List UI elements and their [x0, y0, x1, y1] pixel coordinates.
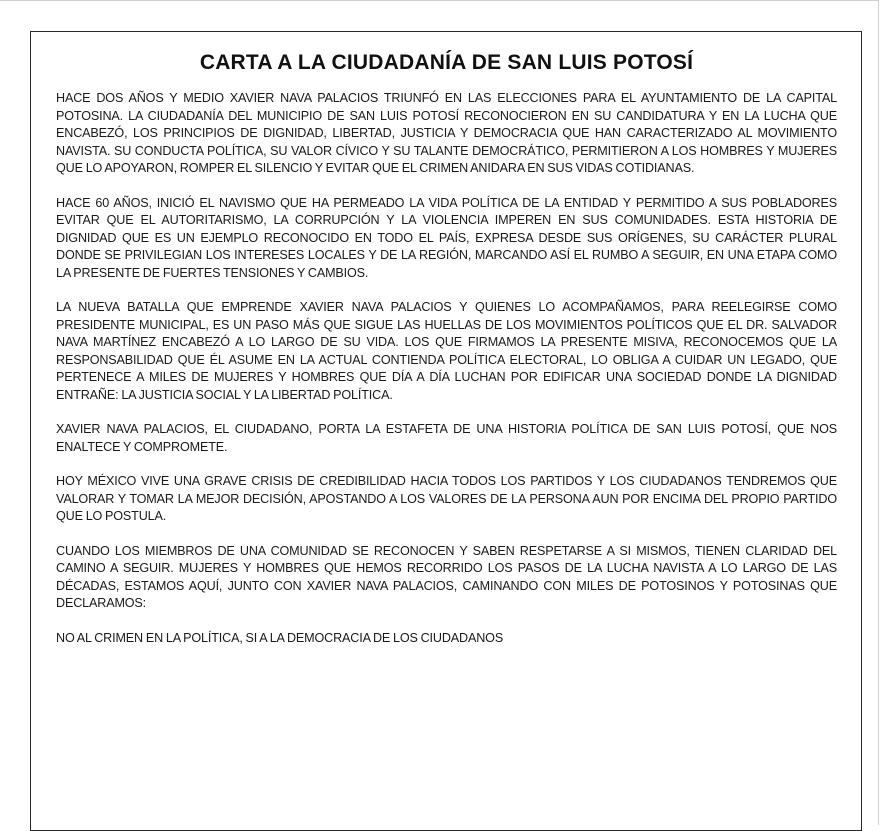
letter-box [30, 31, 862, 831]
letter-closing-line: NO AL CRIMEN EN LA POLÍTICA, SI A LA DEMOCRACIA DE LOS CIUDADANOS [56, 630, 504, 645]
letter-paragraph-2: HACE 60 AÑOS, INICIÓ EL NAVISMO QUE HA PERMEADO LA VIDA POLÍTICA DE LA ENTIDAD Y PERMITIDO A SUS POBLADORES EVITAR QUE EL AUTORITARISMO, LA CORRUPCIÓN Y LA VIOLENCIA IMPEREN EN SUS COMUNIDADES. ESTA HISTORIA DE DIGNIDAD QUE ES UN EJEMPLO RECONOCIDO EN TODO EL PAÍS, EXPRESA DESDE SUS ORÍGENES, SU CARÁCTER PLURAL DONDE SE PRIVILEGIAN LOS INTERESES LOCALES Y DE LA REGIÓN, MARCANDO ASÍ EL RUMBO A SEGUIR, EN UNA ETAPA COMO LA PRESENTE DE FUERTES TENSIONES Y CAMBIOS. [56, 195, 837, 280]
letter-paragraph-3: LA NUEVA BATALLA QUE EMPRENDE XAVIER NAVA PALACIOS Y QUIENES LO ACOMPAÑAMOS, PARA REELEGIRSE COMO PRESIDENTE MUNICIPAL, ES UN PASO MÁS QUE SIGUE LAS HUELLAS DE LOS MOVIMIENTOS POLÍTICOS QUE EL DR. SALVADOR NAVA MARTÍNEZ ENCABEZÓ A LO LARGO DE SU VIDA. LOS QUE FIRMAMOS LA PRESENTE MISIVA, RECONOCEMOS QUE LA RESPONSABILIDAD QUE ÉL ASUME EN LA ACTUAL CONTIENDA POLÍTICA ELECTORAL, LO OBLIGA A CUIDAR UN LEGADO, QUE PERTENECE A MILES DE MUJERES Y HOMBRES QUE DÍA A DÍA LUCHAN POR EDIFICAR UNA SOCIEDAD DONDE LA DIGNIDAD ENTRAÑE: LA JUSTICIA SOCIAL Y LA LIBERTAD POLÍTICA. [56, 300, 837, 402]
letter-paragraph-6: CUANDO LOS MIEMBROS DE UNA COMUNIDAD SE RECONOCEN Y SABEN RESPETARSE A SI MISMOS, TIENEN CLARIDAD DEL CAMINO A SEGUIR. MUJERES Y HOMBRES QUE HEMOS RECORRIDO LOS PASOS DE LA LUCHA NAVISTA A LO LARGO DE LAS DÉCADAS, ESTAMOS AQUÍ, JUNTO CON XAVIER NAVA PALACIOS, CAMINANDO CON MILES DE POTOSINOS Y POTOSINAS QUE DECLARAMOS: [56, 543, 837, 610]
letter-paragraph-4: XAVIER NAVA PALACIOS, EL CIUDADANO, PORTA LA ESTAFETA DE UNA HISTORIA POLÍTICA DE SAN LUIS POTOSÍ, QUE NOS ENALTECE Y COMPROMETE. [56, 422, 837, 454]
letter-paragraph-1: HACE DOS AÑOS Y MEDIO XAVIER NAVA PALACIOS TRIUNFÓ EN LAS ELECCIONES PARA EL AYUNTAMIENTO DE LA CAPITAL POTOSINA. LA CIUDADANÍA DEL MUNICIPIO DE SAN LUIS POTOSÍ RECONOCIERON EN SU CANDIDATURA Y EN LA LUCHA QUE ENCABEZÓ, LOS PRINCIPIOS DE DIGNIDAD, LIBERTAD, JUSTICIA Y DEMOCRACIA QUE HAN CARACTERIZADO AL MOVIMIENTO NAVISTA. SU CONDUCTA POLÍTICA, SU VALOR CÍVICO Y SU TALANTE DEMOCRÁTICO, PERMITIERON A LOS HOMBRES Y MUJERES QUE LO APOYARON, ROMPER EL SILENCIO Y EVITAR QUE EL CRIMEN ANIDARA EN SUS VIDAS COTIDIANAS. [56, 91, 837, 175]
letter-title: CARTA A LA CIUDADANÍA DE SAN LUIS POTOSÍ [199, 51, 694, 74]
page-top-rule [0, 0, 878, 1]
letter-paragraph-5: HOY MÉXICO VIVE UNA GRAVE CRISIS DE CREDIBILIDAD HACIA TODOS LOS PARTIDOS Y LOS CIUDADANOS TENDREMOS QUE VALORAR Y TOMAR LA MEJOR DECISIÓN, APOSTANDO A LOS VALORES DE LA PERSONA AUN POR ENCIMA DEL PROPIO PARTIDO QUE LO POSTULA. [56, 474, 837, 523]
page-right-rule [878, 0, 879, 825]
